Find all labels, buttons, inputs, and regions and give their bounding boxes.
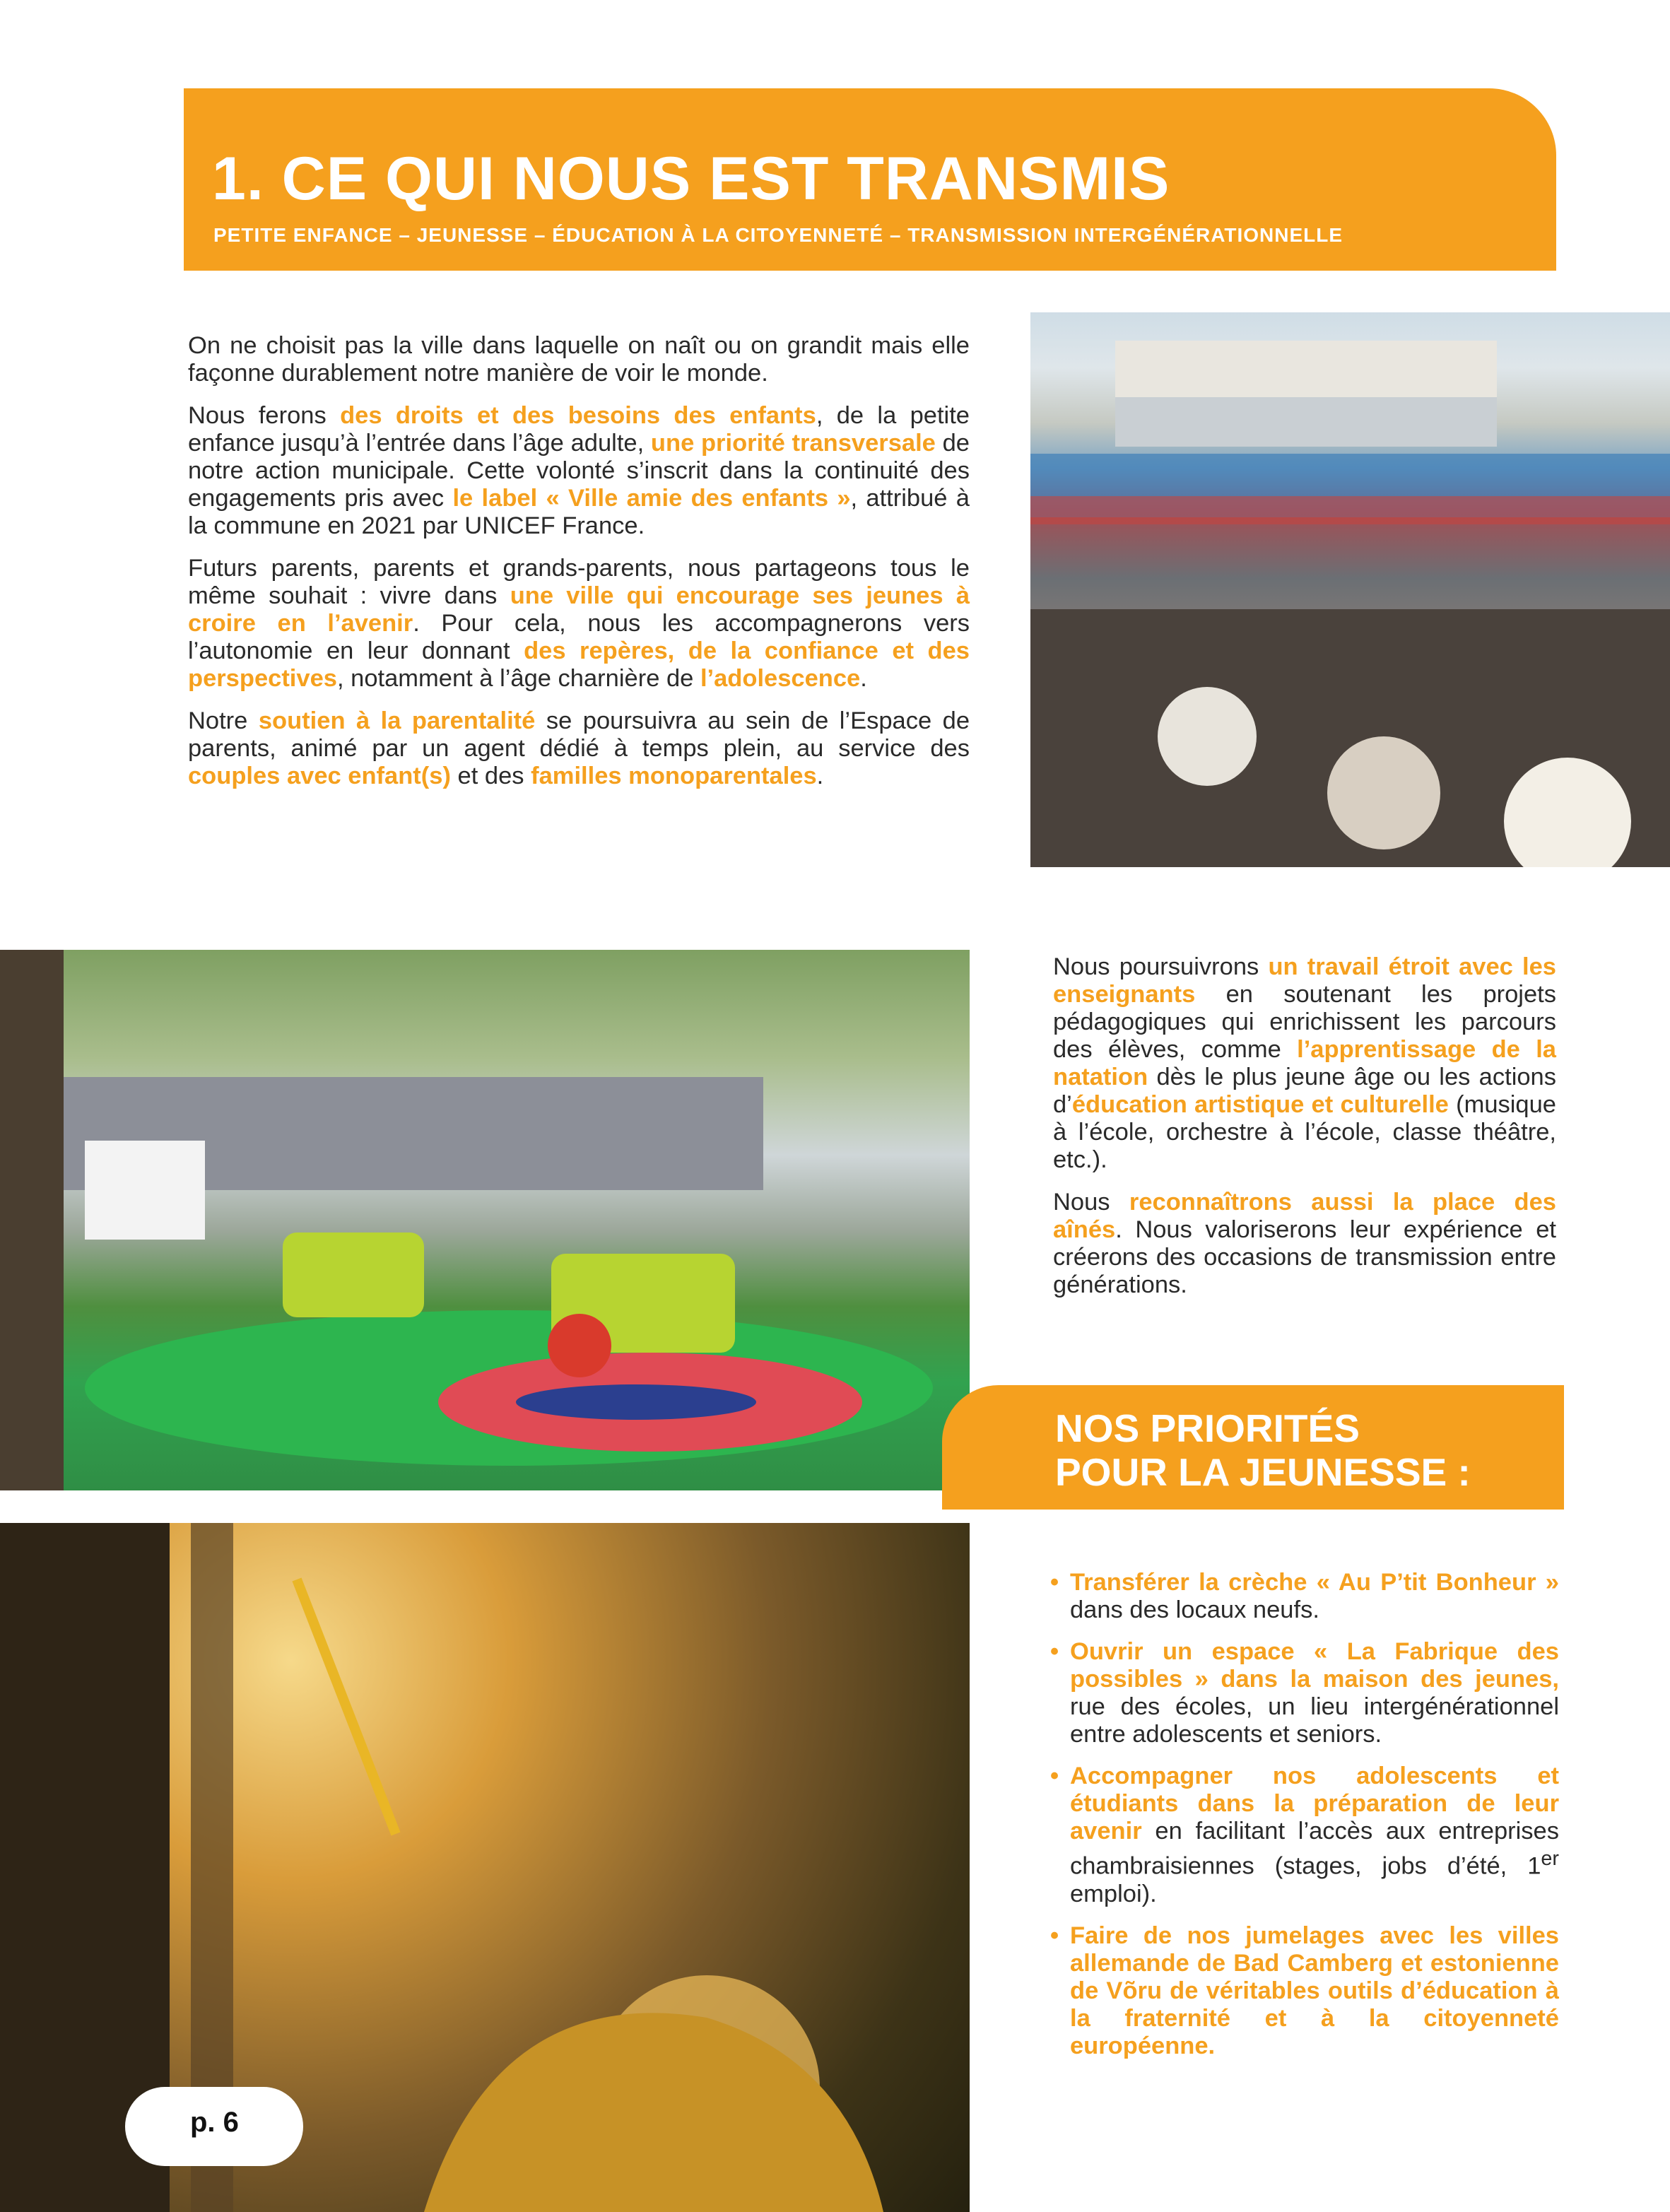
intro-text [188,332,970,805]
intro-paragraph-4: Notre soutien à la parentalité se poursuivra au sein de l’Espace de parents, animé par un agent dédié à temps plein, au service des couples avec enfant(s) et des familles monoparentales. [188,707,970,789]
bullet-icon: • [1050,1638,1059,1665]
bullet-icon: • [1050,1569,1059,1596]
priorities-list [1050,1569,1559,2074]
elders-paragraph: Nous reconnaîtrons aussi la place des aînés. Nous valoriserons leur expérience et créerons des occasions de transmission entre générations. [1053,1189,1556,1298]
teachers-text [1053,953,1556,1314]
priority-item-jumelages: • Faire de nos jumelages avec les villes allemande de Bad Camberg et estonienne de Võru de véritables outils d’éducation à la fraternité et à la citoyenneté européenne. [1050,1922,1559,2059]
priorities-title: NOS PRIORITÉS POUR LA JEUNESSE : [1055,1406,1471,1494]
page-number-badge [125,2087,303,2166]
priority-item-fabrique: • Ouvrir un espace « La Fabrique des possibles » dans la maison des jeunes, rue des écoles, un lieu intergénérationnel entre adolescents et seniors. [1050,1638,1559,1748]
priority-item-creche: • Transférer la crèche « Au P’tit Bonheur » dans des locaux neufs. [1050,1569,1559,1623]
priority-item-adolescents: • Accompagner nos adolescents et étudiants dans la préparation de leur avenir en facilitant l’accès aux entreprises chambraisiennes (stages, jobs d’été, 1er emploi). [1050,1763,1559,1907]
section-subtitle: PETITE ENFANCE – JEUNESSE – ÉDUCATION À LA CITOYENNETÉ – TRANSMISSION INTERGÉNÉRATIONNELLE [213,224,1343,246]
teachers-paragraph: Nous poursuivrons un travail étroit avec les enseignants en soutenant les projets pédagogiques qui enrichissent les parcours des élèves, comme l’apprentissage de la natation dès le plus jeune âge ou les actions d’éducation artistique et culturelle (musique à l’école, orchestre à l’école, classe théâtre, etc.). [1053,953,1556,1173]
playground-photo [0,950,970,1490]
section-header [184,88,1556,271]
intro-paragraph-3: Futurs parents, parents et grands-parents, nous partageons tous le même souhait : vivre dans une ville qui encourage ses jeunes à croire en l’avenir. Pour cela, nous les accompagnerons vers l’autonomie en leur donnant des repères, de la confiance et des perspectives, notamment à l’âge charnière de l’adolescence. [188,555,970,692]
bullet-icon: • [1050,1763,1059,1789]
section-title: 1. CE QUI NOUS EST TRANSMIS [212,145,1170,213]
school-gathering-illustration [1030,312,1670,867]
playground-illustration [0,950,970,1490]
priorities-header [942,1385,1564,1510]
school-gathering-photo [1030,312,1670,867]
intro-paragraph-2: Nous ferons des droits et des besoins des enfants, de la petite enfance jusqu’à l’entrée dans l’âge adulte, une priorité transversale de notre action municipale. Cette volonté s’inscrit dans la continuité des engagements pris avec le label « Ville amie des enfants », attribué à la commune en 2021 par UNICEF France. [188,402,970,539]
intro-paragraph-1: On ne choisit pas la ville dans laquelle on naît ou on grandit mais elle façonne durablement notre manière de voir le monde. [188,332,970,387]
bullet-icon: • [1050,1922,1059,1949]
page-number: p. 6 [190,2107,239,2138]
